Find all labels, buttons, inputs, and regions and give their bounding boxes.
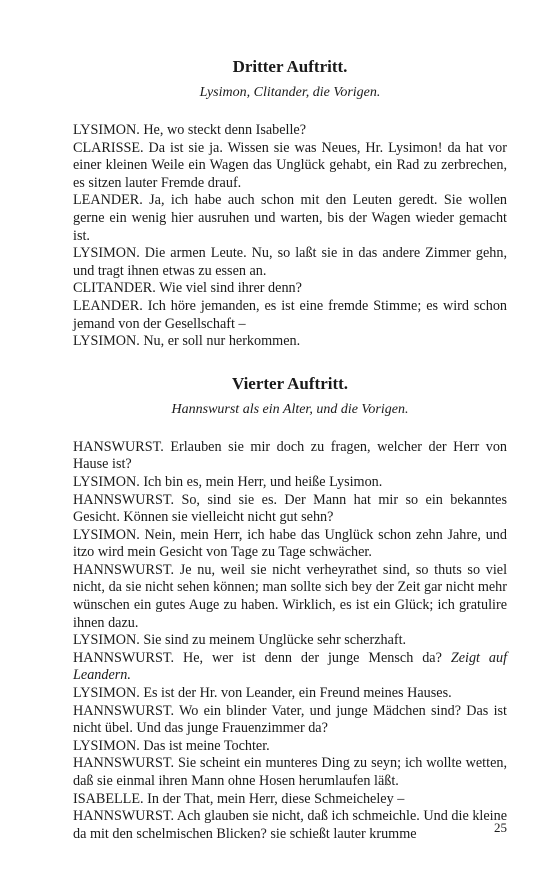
dialogue-line bbox=[73, 527, 507, 562]
dialogue-line bbox=[73, 122, 507, 140]
speech-text: Wo ein blinder Vater, und junge Mädchen sind? Das ist nicht übel. Und das junge Frauenzimmer da? bbox=[73, 702, 507, 737]
dialogue-line bbox=[73, 439, 507, 474]
speech-text: Ich höre jemanden, es ist eine fremde Stimme; es wird schon jemand von der Gesellschaft – bbox=[73, 297, 508, 332]
dialogue-line bbox=[73, 280, 507, 298]
scene-cast: Hannswurst als ein Alter, und die Vorigen. bbox=[171, 401, 409, 417]
dialogue-line bbox=[73, 791, 507, 809]
dialogue-line bbox=[73, 333, 507, 351]
scene-dritter-auftritt bbox=[73, 56, 507, 351]
speaker-name: HANNSWURST. bbox=[73, 561, 175, 578]
speech-text: Nein, mein Herr, ich habe das Unglück schon zehn Jahre, und itzo wird mein Gesicht von Tage zu Tage schwächer. bbox=[73, 526, 507, 561]
page-number: 25 bbox=[494, 820, 507, 835]
speaker-name: LYSIMON. bbox=[73, 685, 140, 702]
speaker-name: HANNSWURST. bbox=[73, 649, 175, 666]
speech-text: Ich bin es, mein Herr, und heiße Lysimon. bbox=[143, 473, 383, 490]
speaker-name: LYSIMON. bbox=[73, 737, 140, 754]
speaker-name: LYSIMON. bbox=[73, 526, 140, 543]
dialogue-line bbox=[73, 562, 507, 632]
speaker-name: LYSIMON. bbox=[73, 473, 140, 490]
speaker-name: HANNSWURST. bbox=[73, 755, 175, 772]
speech-text: Sie scheint ein munteres Ding zu seyn; ich wollte wetten, daß sie einmal ihren Mann ohne Hosen herumlaufen läßt. bbox=[73, 755, 508, 789]
speech-text: He, wer ist denn der junge Mensch da? bbox=[182, 649, 442, 666]
page-body bbox=[73, 56, 507, 843]
speech-text: Es ist der Hr. von Leander, ein Freund meines Hauses. bbox=[143, 685, 452, 702]
speech-text: Nu, er soll nur herkommen. bbox=[143, 333, 301, 350]
speech-text: Da ist sie ja. Wissen sie was Neues, Hr. Lysimon! da hat vor einer kleinen Weile ein Wagen das Unglück gehabt, ein Rad zu zerbrechen, es sitzen lauter Fremde drauf. bbox=[73, 139, 507, 191]
scene-title: Vierter Auftritt. bbox=[231, 373, 349, 393]
dialogue-line bbox=[73, 650, 507, 685]
dialogue-line bbox=[73, 685, 507, 703]
scene-cast: Lysimon, Clitander, die Vorigen. bbox=[199, 85, 381, 100]
scene-vierter-auftritt bbox=[73, 373, 507, 844]
speech-text: Ach glauben sie nicht, daß ich schmeichle. Und die kleine da mit den schelmischen Blicken? sie schießt lauter krumme bbox=[73, 808, 507, 842]
dialogue-line bbox=[73, 808, 507, 843]
speaker-name: CLARISSE. bbox=[73, 139, 144, 156]
dialogue-line bbox=[73, 632, 507, 650]
speaker-name: LYSIMON. bbox=[73, 245, 140, 262]
dialogue-line bbox=[73, 298, 507, 333]
dialogue bbox=[73, 122, 507, 351]
speech-text: Erlauben sie mir doch zu fragen, welcher der Herr von Hause ist? bbox=[73, 438, 508, 473]
speech-text: In der That, mein Herr, diese Schmeicheley – bbox=[147, 790, 405, 807]
speaker-name: LEANDER. bbox=[73, 297, 143, 314]
speaker-name: LYSIMON. bbox=[73, 333, 140, 350]
speaker-name: LYSIMON. bbox=[73, 632, 140, 649]
dialogue-line bbox=[73, 703, 507, 738]
speaker-name: HANNSWURST. bbox=[73, 808, 175, 825]
dialogue-line bbox=[73, 245, 507, 280]
speech-text: Die armen Leute. Nu, so laßt sie in das andere Zimmer gehn, und tragt ihnen etwas zu essen an. bbox=[73, 245, 507, 279]
dialogue-line bbox=[73, 474, 507, 492]
speech-text: Sie sind zu meinem Unglücke sehr scherzhaft. bbox=[143, 632, 407, 649]
speech-text: So, sind sie es. Der Mann hat mir so ein bekanntes Gesicht. Können sie vielleicht nicht gut sehn? bbox=[73, 491, 507, 526]
stage-direction: Zeigt auf Leandern. bbox=[73, 649, 508, 684]
speaker-name: ISABELLE. bbox=[73, 790, 144, 807]
speech-text: He, wo steckt denn Isabelle? bbox=[143, 122, 307, 138]
scene-title: Dritter Auftritt. bbox=[232, 57, 348, 76]
speaker-name: HANNSWURST. bbox=[73, 491, 175, 508]
dialogue-line bbox=[73, 140, 507, 193]
speaker-name: HANSWURST. bbox=[73, 438, 164, 455]
speaker-name: CLITANDER. bbox=[73, 280, 156, 297]
dialogue-line bbox=[73, 192, 507, 245]
dialogue-line bbox=[73, 755, 507, 790]
dialogue-line bbox=[73, 492, 507, 527]
speaker-name: LEANDER. bbox=[73, 192, 143, 209]
speaker-name: HANNSWURST. bbox=[73, 702, 175, 719]
speech-text: Je nu, weil sie nicht verheyrathet sind, so thuts so viel nicht, da sie nicht sehen können; man sollte sich bey der Zeit gar nicht mehr wünschen ein gutes Auge zu haben. Wirklich, es ist ein Glück; ich gratulire ihnen dazu. bbox=[73, 561, 508, 631]
speech-text: Ja, ich habe auch schon mit den Leuten geredt. Sie wollen gerne ein wenig hier ausruhen und warten, bis der Wagen wieder gemacht ist. bbox=[73, 192, 507, 244]
speech-text: Das ist meine Tochter. bbox=[143, 737, 270, 754]
speaker-name: LYSIMON. bbox=[73, 122, 140, 138]
dialogue-line bbox=[73, 738, 507, 756]
speech-text: Wie viel sind ihrer denn? bbox=[159, 280, 302, 297]
dialogue bbox=[73, 439, 507, 844]
